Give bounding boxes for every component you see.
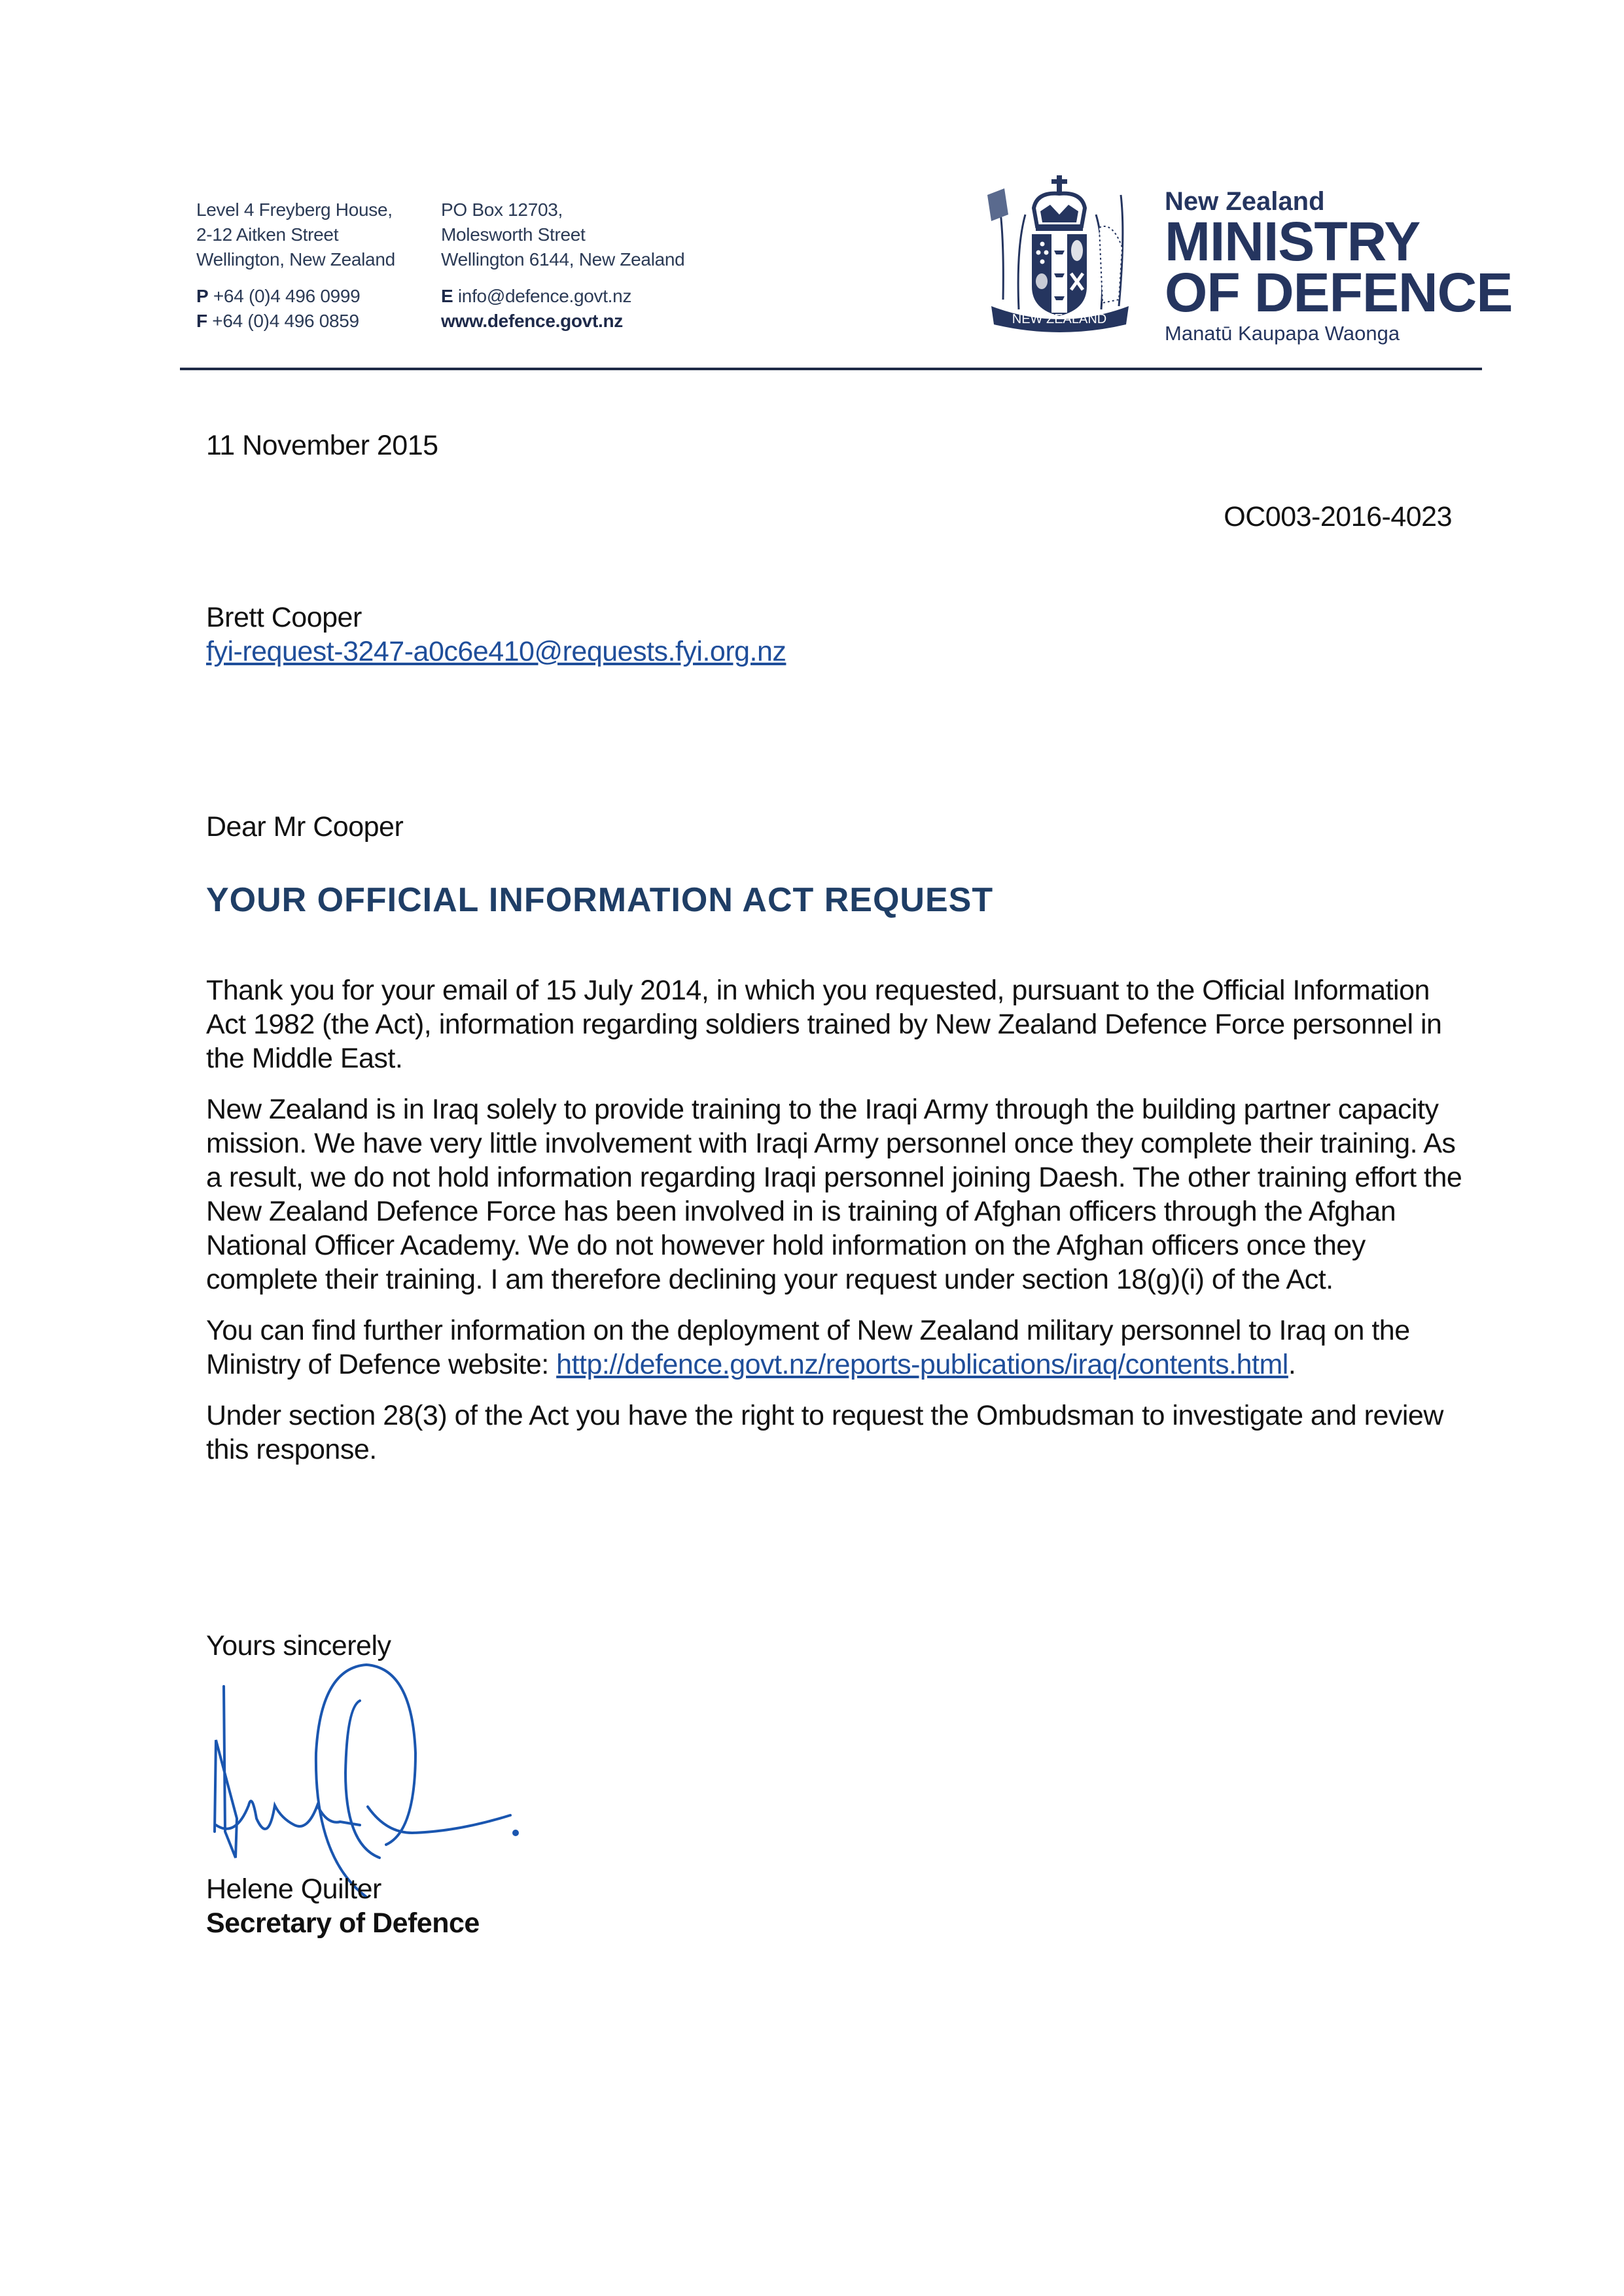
signatory-block (206, 1872, 480, 1940)
subject-heading: YOUR OFFICIAL INFORMATION ACT REQUEST (206, 881, 994, 919)
svg-text:NEW ZEALAND: NEW ZEALAND (1012, 312, 1107, 326)
salutation: Dear Mr Cooper (206, 811, 404, 843)
paragraph-request-summary: Thank you for your email of 15 July 2014, in which you requested, pursuant to the Official Information Act 1982 (the Act), information regarding soldiers trained by New Zealand Defence Force personnel in the Middle East. (206, 975, 1442, 1074)
brand-maori-name: Manatū Kaupapa Waonga (1165, 322, 1400, 345)
fax-label: F (196, 311, 207, 331)
phone-number: +64 (0)4 496 0999 (213, 286, 361, 306)
recipient-name: Brett Cooper (206, 602, 362, 633)
address-line: Molesworth Street (441, 224, 586, 245)
paragraph-further-info (206, 1313, 1472, 1382)
address-line: PO Box 12703, (441, 200, 563, 220)
paragraph-ombudsman: Under section 28(3) of the Act you have the right to request the Ombudsman to investigate and review this response. (206, 1400, 1443, 1465)
reference-number: OC003-2016-4023 (1224, 501, 1452, 532)
phone-label: P (196, 286, 209, 306)
address-left (196, 198, 395, 334)
address-right (441, 198, 684, 334)
brand-block (1165, 187, 1512, 345)
further-info-text: You can find further information on the deployment of New Zealand military personnel to Iraq on the Ministry of Defence website: (206, 1315, 1410, 1380)
signatory-name: Helene Quilter (206, 1873, 381, 1905)
website-link[interactable]: www.defence.govt.nz (441, 311, 623, 331)
email-address[interactable]: info@defence.govt.nz (457, 286, 632, 306)
email-line (441, 284, 684, 309)
phone-line (196, 284, 395, 309)
signatory-title: Secretary of Defence (206, 1907, 480, 1939)
paragraph-decline-reason: New Zealand is in Iraq solely to provide training to the Iraqi Army through the building partner capacity mission. We have very little involvement with Iraqi Army personnel once they complete their training. As a result, we do not hold information regarding Iraqi personnel joining Daesh. The other training effort the New Zealand Defence Force has been involved in is training of Afghan officers through the Afghan National Officer Academy. We do not however hold information on the Afghan officers once they complete their training. I am therefore declining your request under section 18(g)(i) of the Act. (206, 1094, 1462, 1295)
address-line: Level 4 Freyberg House, (196, 200, 393, 220)
brand-line-2: OF DEFENCE (1165, 262, 1513, 323)
further-info-suffix: . (1288, 1349, 1296, 1380)
letter-body (206, 973, 1472, 1484)
closing: Yours sincerely (206, 1630, 391, 1661)
header-divider (180, 368, 1482, 370)
recipient-email-link[interactable]: fyi-request-3247-a0c6e410@requests.fyi.org.nz (206, 636, 786, 667)
iraq-deployment-link[interactable]: http://defence.govt.nz/reports-publications/iraq/contents.html (556, 1349, 1288, 1380)
recipient-block (206, 600, 786, 669)
fax-number: +64 (0)4 496 0859 (212, 311, 359, 331)
address-line: Wellington, New Zealand (196, 249, 395, 270)
letter-date: 11 November 2015 (206, 430, 438, 461)
coat-of-arms-icon (978, 169, 1142, 332)
address-line: 2-12 Aitken Street (196, 224, 339, 245)
fax-line (196, 309, 395, 334)
brand-country: New Zealand (1165, 187, 1325, 216)
brand-line-1: MINISTRY (1165, 211, 1421, 272)
email-label: E (441, 286, 453, 306)
address-line: Wellington 6144, New Zealand (441, 249, 685, 270)
